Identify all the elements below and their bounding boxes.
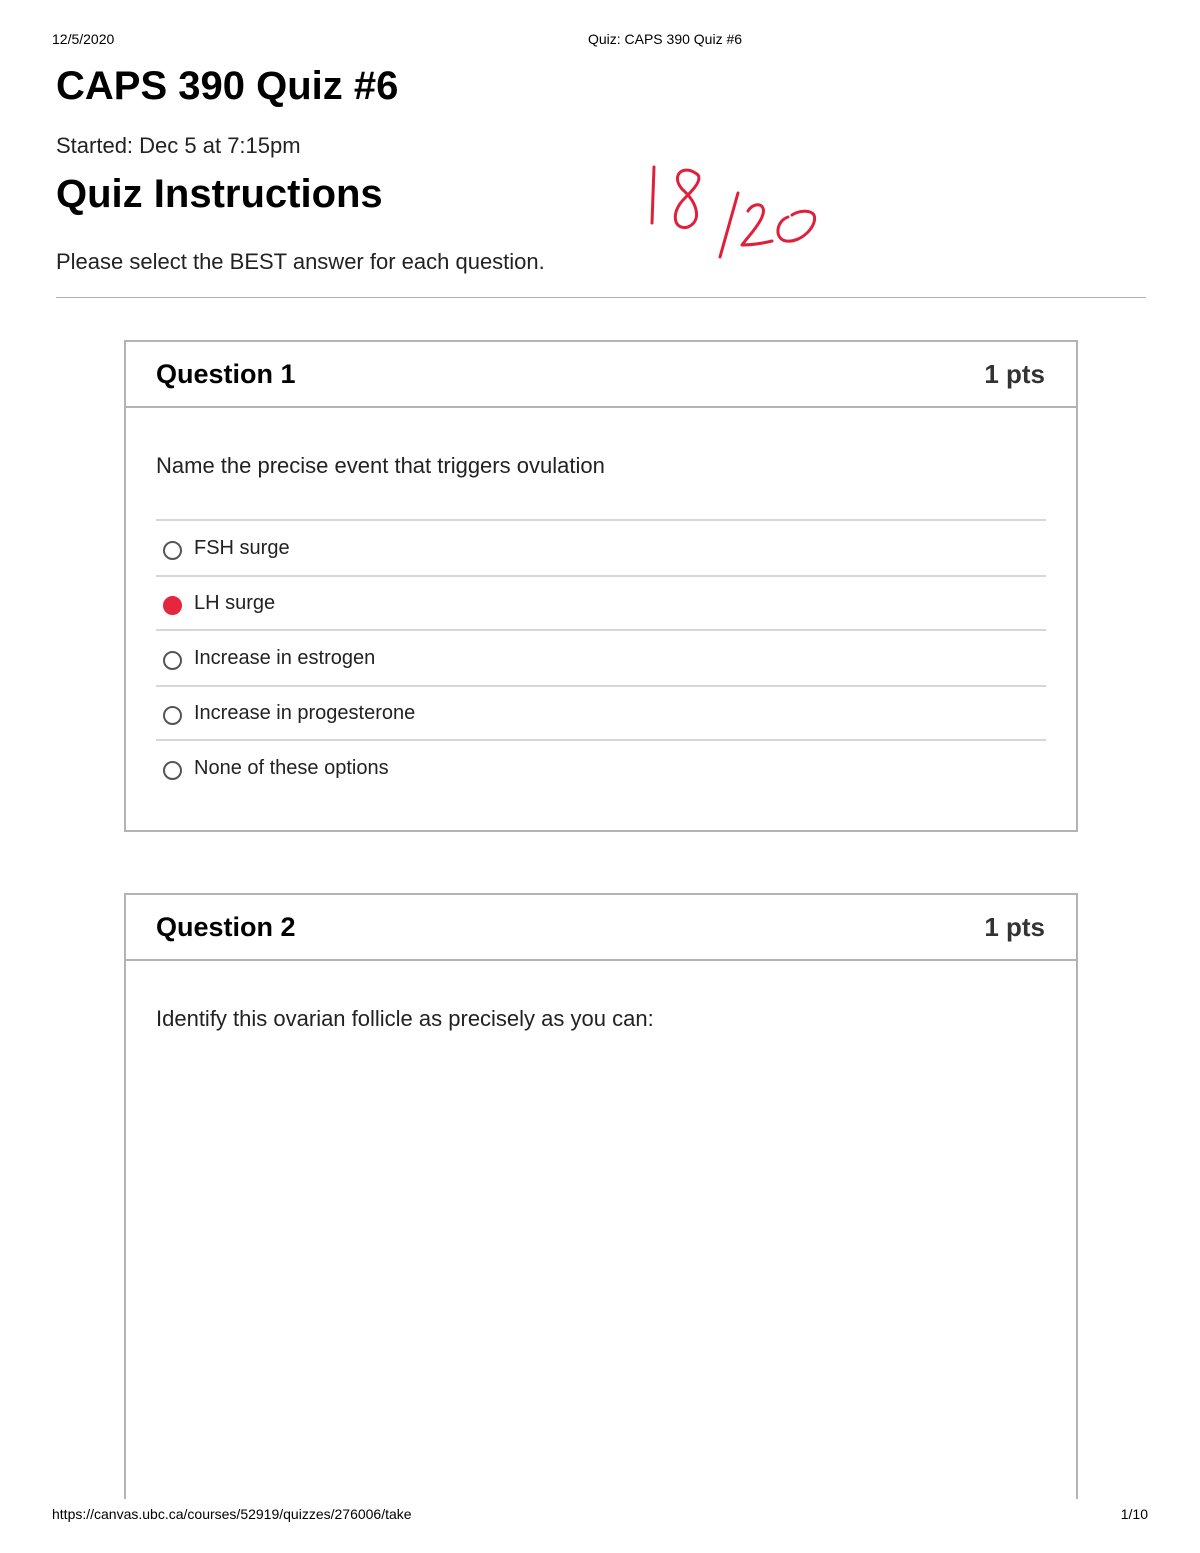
question-points: 1 pts [984, 911, 1045, 942]
answer-label: LH surge [194, 591, 276, 614]
radio-unselected-icon[interactable] [163, 706, 182, 725]
answer-label: Increase in estrogen [194, 646, 376, 669]
radio-unselected-icon[interactable] [163, 651, 182, 670]
question-2 [124, 893, 1078, 1499]
quiz-title: CAPS 390 Quiz #6 [56, 64, 399, 108]
answer-option[interactable] [156, 685, 1046, 739]
instructions-text: Please select the BEST answer for each question. [56, 249, 545, 274]
radio-unselected-icon[interactable] [163, 541, 182, 560]
answer-option[interactable] [156, 629, 1046, 685]
question-header [126, 342, 1076, 408]
header-divider [56, 297, 1146, 298]
answer-list [156, 519, 1046, 795]
instructions-heading: Quiz Instructions [56, 172, 383, 216]
answer-label: FSH surge [194, 536, 290, 559]
print-title: Quiz: CAPS 390 Quiz #6 [587, 31, 743, 47]
handwritten-score [640, 155, 830, 265]
question-header [126, 895, 1076, 961]
print-footer [52, 1506, 1148, 1522]
question-body [126, 1006, 1076, 1544]
radio-selected-icon[interactable] [163, 596, 182, 615]
page-url: https://canvas.ubc.ca/courses/52919/quizzes/276006/take [52, 1506, 412, 1522]
print-header [52, 31, 1148, 47]
answer-label: Increase in progesterone [194, 701, 416, 724]
answer-option[interactable] [156, 519, 1046, 575]
question-name: Question 2 [156, 911, 296, 942]
question-points: 1 pts [984, 358, 1045, 389]
answer-option[interactable] [156, 739, 1046, 795]
question-text: Identify this ovarian follicle as precisely as you can: [156, 1006, 654, 1031]
question-name: Question 1 [156, 358, 296, 389]
question-1 [124, 340, 1078, 832]
started-time: Started: Dec 5 at 7:15pm [56, 133, 301, 158]
question-text: Name the precise event that triggers ovulation [156, 453, 605, 478]
print-date: 12/5/2020 [52, 31, 115, 47]
page-number: 1/10 [1120, 1506, 1148, 1522]
radio-unselected-icon[interactable] [163, 761, 182, 780]
answer-option[interactable] [156, 575, 1046, 629]
answer-label: None of these options [194, 756, 389, 779]
